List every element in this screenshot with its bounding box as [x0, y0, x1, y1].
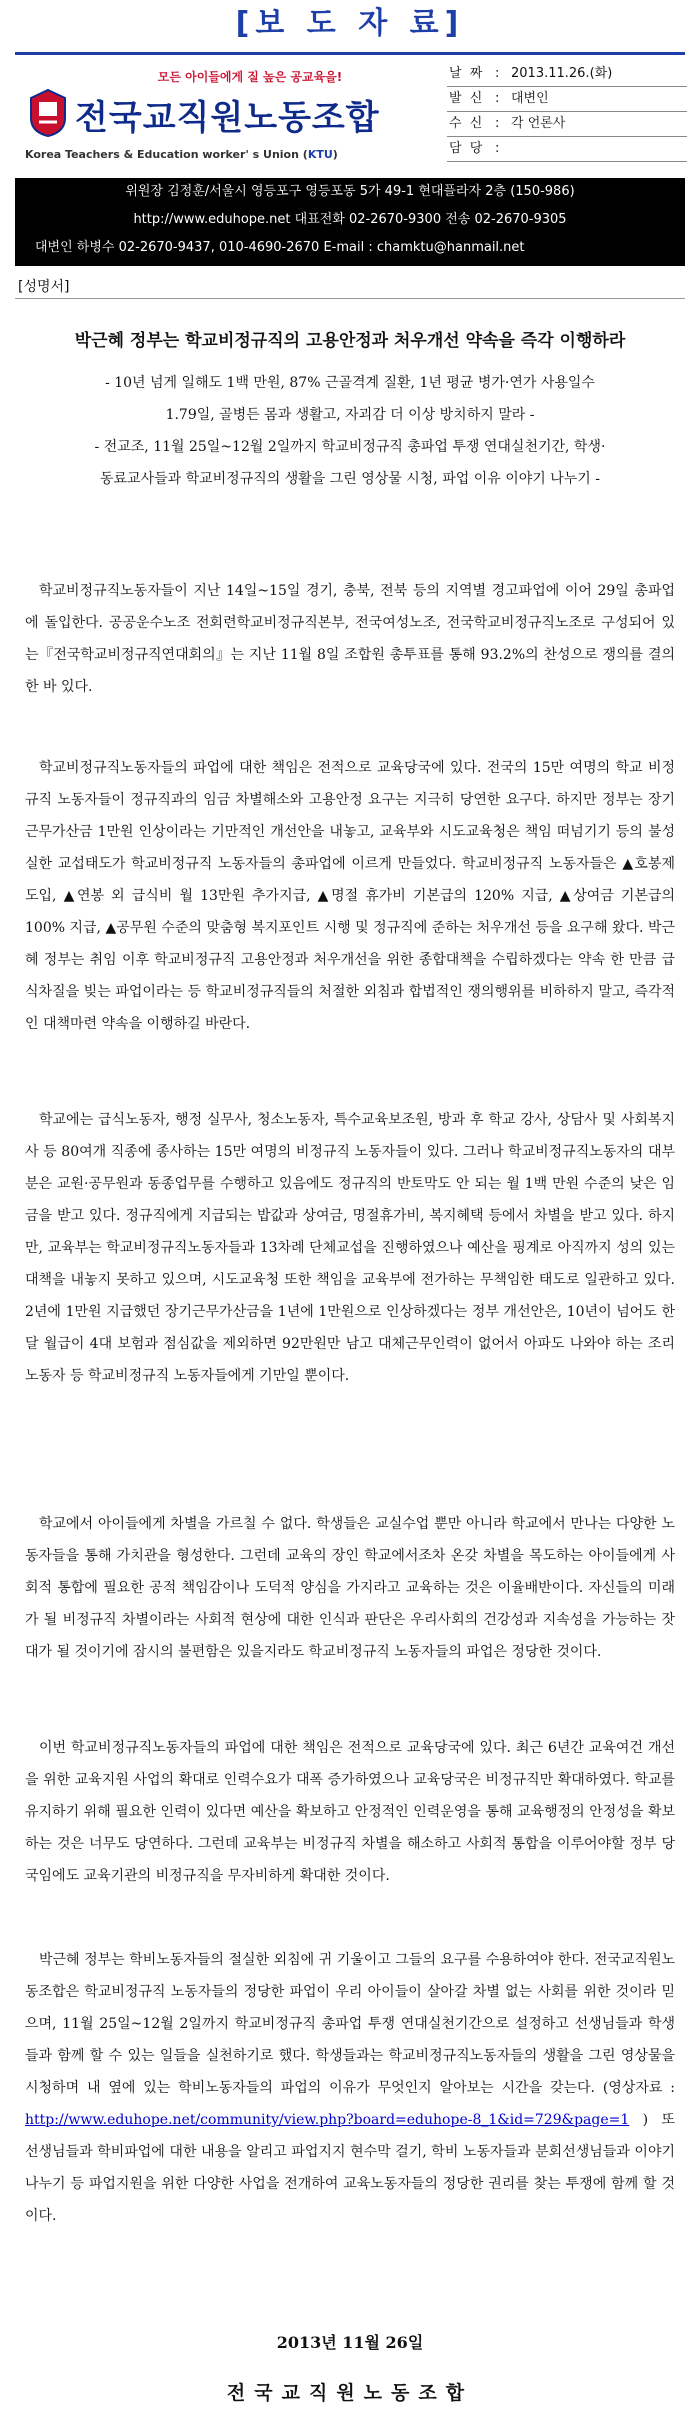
union-emblem-icon — [27, 88, 69, 138]
body-paragraph: 학교에는 급식노동자, 행정 실무사, 청소노동자, 특수교육보조원, 방과 후 학교 강사, 상담사 및 사회복지사 등 80여개 직종에 종사하는 15만 여명의 비정규직 노동자들이 있다. 그러나 학교비정규직노동자의 대부분은 교원·공무원과 동종업무를 수행하고 있음에도 정규직의 반토막도 안 되는 월 1백 만원 수준의 낮은 임금을 받고 있다. 정규직에게 지급되는 밥값과 상여금, 명절휴가비, 복지혜택 등에서 차별을 받고 있다. 하지만, 교육부는 학교비정규직노동자들과 13차례 단체교섭을 진행하였으나 예산을 핑계로 아직까지 성의 있는 대책을 내놓지 못하고 있으며, 시도교육청 또한 책임을 교육부에 전가하는 무책임한 태도로 일관하고 있다. 2년에 1만원 지급했던 장기근무가산금을 1년에 1만원으로 인상하겠다는 정부 개선안은, 10년이 넘어도 한 달 월급이 4대 보험과 점심값을 제외하면 92만원만 남고 대체근무인력이 없어서 아파도 나와야 하는 조리노동자 등 학교비정규직 노동자들에게 기만일 뿐이다. — [25, 1112, 675, 1384]
website-phone-line: http://www.eduhope.net 대표전화 02-2670-9300 전송 02-2670-9305 — [133, 212, 567, 227]
meta-recipient: 수 신 : 각 언론사 — [447, 112, 687, 137]
subtitle-line: 1.79일, 골병든 몸과 생활고, 자괴감 더 이상 방치하지 말라 - — [165, 407, 535, 423]
divider — [15, 298, 685, 299]
header-divider — [15, 52, 685, 55]
body-paragraph: 학교에서 아이들에게 차별을 가르칠 수 없다. 학생들은 교실수업 뿐만 아니라 학교에서 만나는 다양한 노동자들을 통해 가치관을 형성한다. 그런데 교육의 장인 학교에서조차 온갖 차별을 목도하는 아이들에게 사회적 통합에 필요한 공적 책임감이나 도덕적 양심을 가지라고 교육하는 것은 이율배반이다. 자신들의 미래가 될 비정규직 차별이라는 사회적 현상에 대한 인식과 판단은 우리사회의 건강성과 지속성을 가능하는 잣대가 될 것이기에 잠시의 불편함은 있을지라도 학교비정규직 노동자들의 파업은 정당한 것이다. — [25, 1516, 675, 1660]
meta-sender: 발 신 : 대변인 — [447, 87, 687, 112]
subtitle-line: 동료교사들과 학교비정규직의 생활을 그린 영상물 시청, 파업 이유 이야기 나누기 - — [100, 471, 600, 487]
letterhead — [15, 58, 685, 178]
video-link[interactable]: http://www.eduhope.net/community/view.php?board=eduhope-8_1&id=729&page=1 — [25, 2112, 630, 2128]
contact-bar — [15, 178, 685, 266]
signature: 전국교직원노동조합 — [226, 2382, 474, 2404]
meta-contact: 담 당 : — [447, 137, 687, 162]
spokesperson-line: 대변인 하병수 02-2670-9437, 010-4690-2670 E-mail : chamktu@hanmail.net — [35, 240, 525, 255]
statement-date: 2013년 11월 26일 — [276, 2333, 424, 2352]
org-english-name: Korea Teachers & Education worker' s Union (KTU) — [25, 148, 338, 161]
meta-date: 날 짜 : 2013.11.26.(화) — [447, 62, 687, 87]
subtitle-line: - 10년 넘게 일해도 1백 만원, 87% 근골격계 질환, 1년 평균 병가·연가 사용일수 — [105, 375, 595, 391]
slogan: 모든 아이들에게 질 높은 공교육을! — [157, 70, 343, 84]
statement-title: 박근혜 정부는 학교비정규직의 고용안정과 처우개선 약속을 즉각 이행하라 — [74, 331, 626, 351]
subtitle-line: - 전교조, 11월 25일~12월 2일까지 학교비정규직 총파업 투쟁 연대실천기간, 학생· — [94, 439, 606, 455]
body-paragraph: 이번 학교비정규직노동자들의 파업에 대한 책임은 전적으로 교육당국에 있다. 최근 6년간 교육여건 개선을 위한 교육지원 사업의 확대로 인력수요가 대폭 증가하였으나 교육당국은 비정규직만 확대하였다. 학교를 유지하기 위해 필요한 인력이 있다면 예산을 확보하고 안정적인 인력운영을 통해 교육행정의 안정성을 확보하는 것은 너무도 당연하다. 그런데 교육부는 비정규직 차별을 해소하고 사회적 통합을 이루어야할 정부 당국임에도 교육기관의 비정규직을 무자비하게 확대한 것이다. — [25, 1740, 675, 1884]
release-meta — [447, 62, 687, 162]
body-paragraph: 학교비정규직노동자들이 지난 14일~15일 경기, 충북, 전북 등의 지역별 경고파업에 이어 29일 총파업에 돌입한다. 공공운수노조 전회련학교비정규직본부, 전국여성노조, 전국학교비정규직노조로 구성되어 있는『전국학교비정규직연대회의』는 지난 11월 8일 조합원 총투표를 통해 93.2%의 찬성으로 쟁의를 결의한 바 있다. — [25, 583, 675, 695]
body-paragraph: 학교비정규직노동자들의 파업에 대한 책임은 전적으로 교육당국에 있다. 전국의 15만 여명의 학교 비정규직 노동자들이 정규직과의 임금 차별해소와 고용안정 요구는 지극히 당연한 요구다. 하지만 정부는 장기근무가산금 1만원 인상이라는 기만적인 개선안을 내놓고, 교육부와 시도교육청은 책임 떠넘기기 등의 불성실한 교섭태도가 학교비정규직 노동자들의 총파업에 이르게 만들었다. 학교비정규직 노동자들은 ▲호봉제 도입, ▲연봉 외 급식비 월 13만원 추가지급, ▲명절 휴가비 기본급의 120% 지급, ▲상여금 기본급의 100% 지급, ▲공무원 수준의 맞춤형 복지포인트 시행 및 정규직에 준하는 처우개선 등을 요구해 왔다. 박근혜 정부는 취임 이후 학교비정규직 고용안정과 처우개선을 위한 종합대책을 수립하겠다는 약속 한 만큼 급식차질을 빚는 파업이라는 등 학교비정규직들의 처절한 외침과 합법적인 쟁의행위를 비하하지 말고, 즉각적인 대책마련 약속을 이행하길 바란다. — [25, 760, 675, 1032]
address-line: 위원장 김정훈/서울시 영등포구 영등포동 5가 49-1 현대플라자 2층 (150-986) — [125, 184, 575, 199]
closing-paragraph: 박근혜 정부는 학비노동자들의 절실한 외침에 귀 기울이고 그들의 요구를 수용하여야 한다. 전국교직원노동조합은 학교비정규직 노동자들의 정당한 파업이 우리 아이들이 살아갈 차별 없는 사회를 위한 것이라 믿으며, 11월 25일~12월 2일까지 학교비정규직 총파업 투쟁 연대실천기간으로 설정하고 선생님들과 학생들과 함께 할 수 있는 일들을 실천하기로 했다. 학생들과는 학교비정규직노동자들의 생활을 그린 영상물을 시청하며 내 옆에 있는 학비노동자들의 파업의 이유가 무엇인지 알아보는 시간을 갖는다. (영상자료 : http://www.eduhope.net/community/view.php?board=eduhope-8_1&id=729&page=1 ) 또 선생님들과 학비파업에 대한 내용을 알리고 파업지지 현수막 걸기, 학비 노동자들과 분회선생님들과 이야기 나누기 등 파업지원을 위한 다양한 사업을 전개하여 교육노동자들의 정당한 권리를 찾는 투쟁에 함께 할 것이다. — [25, 1952, 675, 2224]
section-tag: [성명서] — [18, 279, 70, 295]
org-name: 전국교직원노동조합 — [75, 98, 380, 138]
press-release-banner: [보 도 자 료] — [235, 6, 465, 41]
